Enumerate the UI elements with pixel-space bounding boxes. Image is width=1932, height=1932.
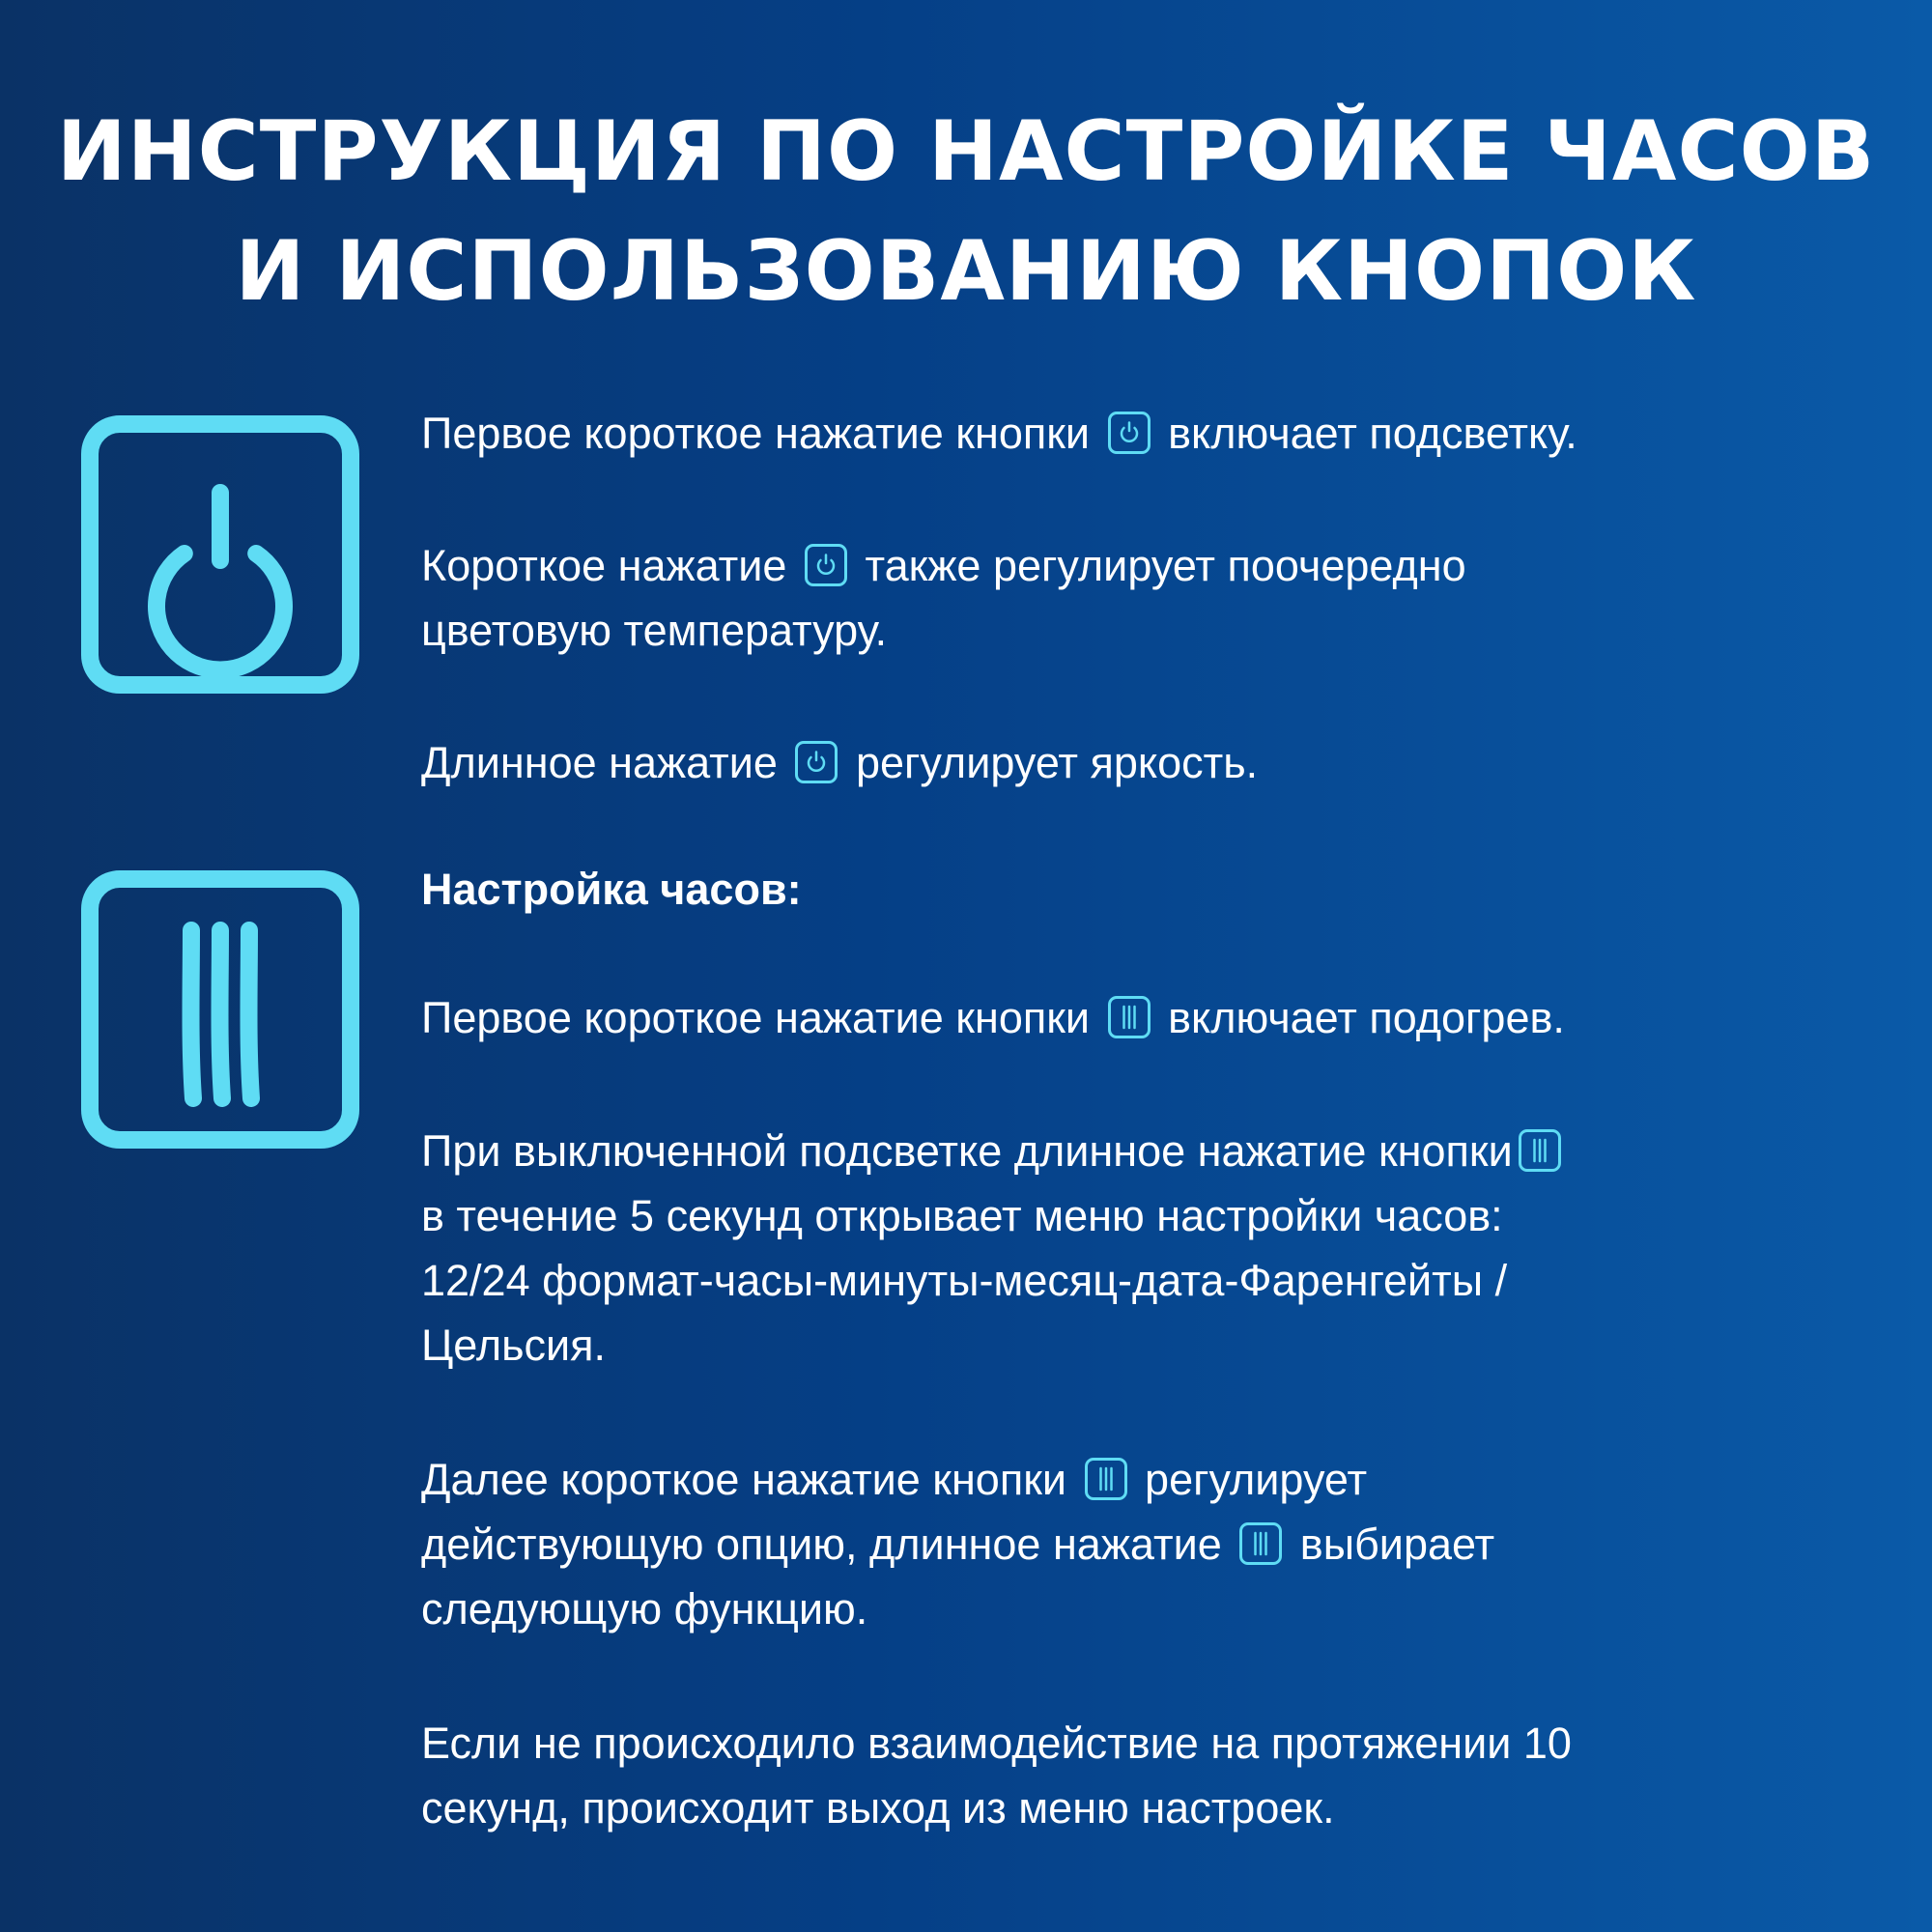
heat-icon [1239,1522,1282,1565]
heat-icon [1519,1129,1561,1172]
clock-paragraph-1: Первое короткое нажатие кнопки включает подогрев. [421,993,1565,1042]
power-icon [81,415,359,694]
power-icon [805,544,847,586]
title-line-2: И ИСПОЛЬЗОВАНИЮ КНОПОК [235,223,1697,320]
power-paragraph-1: Первое короткое нажатие кнопки включает подсветку. [421,409,1577,458]
power-icon [795,741,838,783]
section-heading: Настройка часов: [421,865,802,914]
power-paragraph-3: Длинное нажатие регулирует яркость. [421,738,1259,787]
heat-icon [81,870,359,1149]
power-icon [1108,412,1151,454]
clock-paragraph-3: Далее короткое нажатие кнопки регулирует действующую опцию, длинное нажатие выбирает следующую функцию. [421,1455,1495,1634]
clock-paragraph-4: Если не происходило взаимодействие на протяжении 10 секунд, происходит выход из меню настроек. [421,1719,1572,1833]
page-title [0,92,1932,331]
title-line-1: ИНСТРУКЦИЯ ПО НАСТРОЙКЕ ЧАСОВ [56,103,1876,200]
power-paragraph-2: Короткое нажатие также регулирует поочередно цветовую температуру. [421,541,1466,655]
heat-icon [1085,1458,1127,1500]
clock-paragraph-2: При выключенной подсветке длинное нажатие кнопки в течение 5 секунд открывает меню настройки часов: 12/24 формат-часы-минуты-месяц-дата-Фаренгейты / Цельсия. [421,1119,1870,1378]
heat-icon [1108,996,1151,1038]
